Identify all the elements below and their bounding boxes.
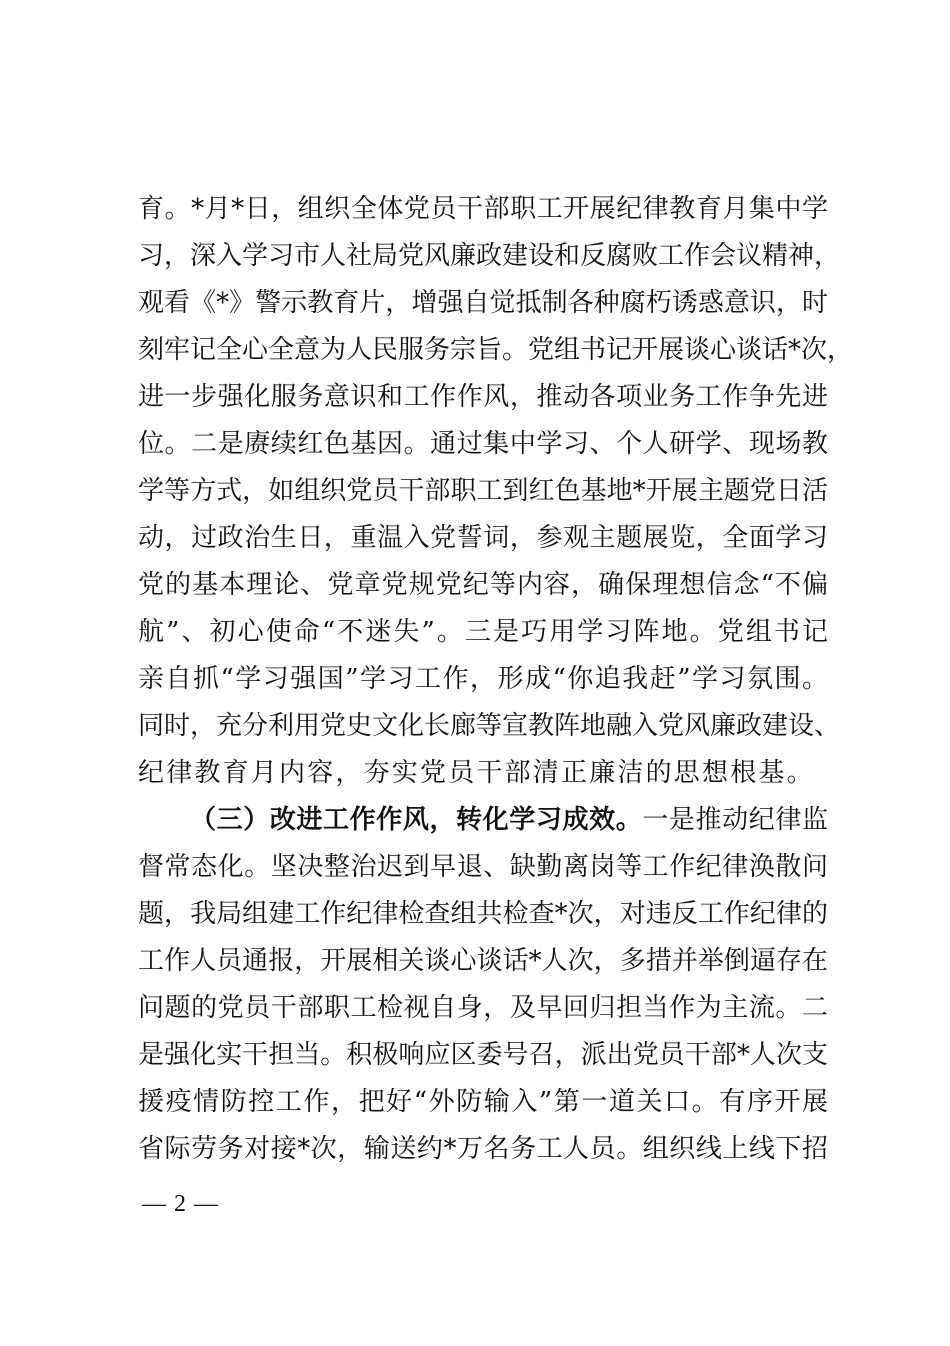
paragraph2-first-line-text: 一是推动纪律监 <box>642 805 828 835</box>
page-number: — 2 — <box>142 1191 219 1217</box>
paragraph2-first-line <box>190 800 828 840</box>
paragraph1-line-11: 亲自抓“学习强国”学习工作，形成“你追我赶”学习氛围。 <box>138 664 828 694</box>
paragraph1-line-4: 刻牢记全心全意为人民服务宗旨。党组书记开展谈心谈话*次， <box>138 335 854 365</box>
section-heading: （三）改进工作作风，转化学习成效。 <box>190 805 643 835</box>
paragraph1-line-12: 同时，充分利用党史文化长廊等宣教阵地融入党风廉政建设、 <box>138 711 841 741</box>
paragraph1-line-2: 习，深入学习市人社局党风廉政建设和反腐败工作会议精神， <box>138 241 841 271</box>
paragraph1-line-10: 航”、初心使命“不迷失”。三是巧用学习阵地。党组书记 <box>138 617 828 647</box>
paragraph2-line-7: 援疫情防控工作，把好“外防输入”第一道关口。有序开展 <box>138 1087 828 1117</box>
paragraph2-line-8: 省际劳务对接*次，输送约*万名务工人员。组织线上线下招 <box>138 1134 828 1164</box>
paragraph1-line-9: 党的基本理论、党章党规党纪等内容，确保理想信念“不偏 <box>138 570 828 600</box>
paragraph2-line-5: 问题的党员干部职工检视自身，及早回归担当作为主流。二 <box>138 993 828 1023</box>
paragraph1-line-3: 观看《*》警示教育片，增强自觉抵制各种腐朽诱惑意识，时 <box>138 288 828 318</box>
paragraph1-line-1: 育。*月*日，组织全体党员干部职工开展纪律教育月集中学 <box>138 194 828 224</box>
paragraph2-line-6: 是强化实干担当。积极响应区委号召，派出党员干部*人次支 <box>138 1040 828 1070</box>
paragraph1-line-13: 纪律教育月内容，夯实党员干部清正廉洁的思想根基。 <box>138 758 815 788</box>
paragraph1-line-8: 动，过政治生日，重温入党誓词，参观主题展览，全面学习 <box>138 523 828 553</box>
paragraph1-line-5: 进一步强化服务意识和工作作风，推动各项业务工作争先进 <box>138 382 828 412</box>
paragraph2-line-3: 题，我局组建工作纪律检查组共检查*次，对违反工作纪律的 <box>138 899 828 929</box>
paragraph2-line-4: 工作人员通报，开展相关谈心谈话*人次，多措并举倒逼存在 <box>138 946 828 976</box>
paragraph1-line-6: 位。二是赓续红色基因。通过集中学习、个人研学、现场教 <box>138 429 828 459</box>
paragraph2-line-2: 督常态化。坚决整治迟到早退、缺勤离岗等工作纪律涣散问 <box>138 852 828 882</box>
paragraph1-line-7: 学等方式，如组织党员干部职工到红色基地*开展主题党日活 <box>138 476 828 506</box>
